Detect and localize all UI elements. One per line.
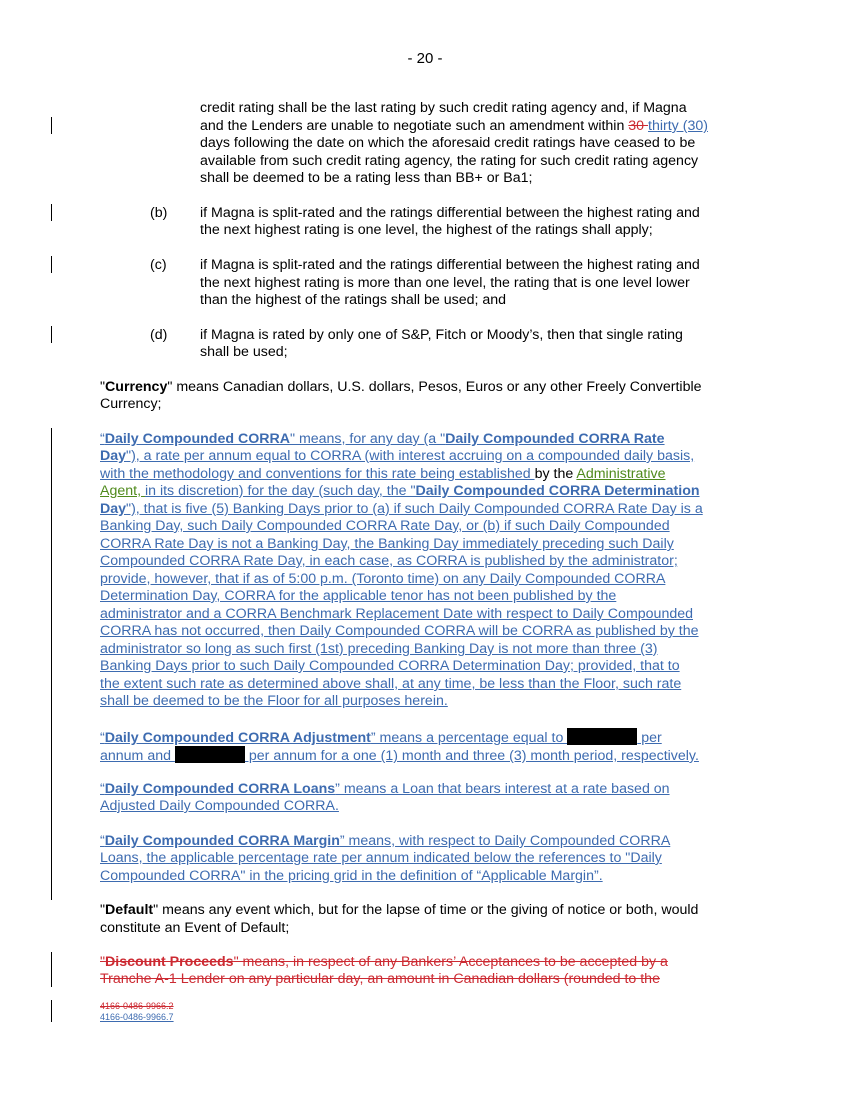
text-line: administrator and a CORRA Benchmark Replacement Date with respect to Daily Compounded (100, 606, 693, 622)
defined-term: Day (100, 501, 127, 517)
text-line: if Magna is split-rated and the ratings differential between the highest rating and (200, 257, 700, 273)
text-line: shall be deemed to be a rating less than BB+ or Ba1; (200, 170, 533, 186)
text-line: than the highest of the ratings shall be used; and (200, 292, 507, 308)
text-line: Currency; (100, 396, 162, 412)
moved-text: Administrative (576, 466, 666, 482)
text-line: Determination Day, CORRA for the applicable tenor has not been published by the (100, 588, 617, 604)
defined-term: Daily Compounded CORRA Margin (104, 833, 340, 849)
text-line: "Default" means any event which, but for the lapse of time or the giving of notice or both, would (100, 902, 699, 918)
defined-term: Daily Compounded CORRA Loans (104, 781, 336, 797)
defined-term: Daily Compounded CORRA Determination (415, 483, 700, 499)
text-line: annum and per annum for a one (1) month and three (3) month period, respectively. (100, 748, 699, 764)
list-label: (d) (150, 327, 168, 343)
text-line: CORRA Rate Day is not a Banking Day, the Banking Day immediately preceding such Daily (100, 536, 674, 552)
text-line: Compounded CORRA Rate Day, in each case, as CORRA is published by the administrator; (100, 553, 678, 569)
text-line: “Daily Compounded CORRA Loans” means a Loan that bears interest at a rate based on (100, 781, 670, 797)
text-line: Compounded CORRA" in the pricing grid in the definition of “Applicable Margin”. (100, 868, 603, 884)
text-line: "Discount Proceeds" means, in respect of any Bankers’ Acceptances to be accepted by a (100, 954, 668, 970)
text-line: "Currency" means Canadian dollars, U.S. dollars, Pesos, Euros or any other Freely Convertible (100, 379, 702, 395)
text-line: Banking Day, such Daily Compounded CORRA Rate Day, or (b) if such Daily Compounded (100, 518, 670, 534)
text-line: if Magna is split-rated and the ratings differential between the highest rating and (200, 205, 700, 221)
text-line: days following the date on which the aforesaid credit ratings have ceased to be (200, 135, 696, 151)
change-bar (51, 952, 52, 987)
page-number: - 20 - (407, 50, 443, 67)
redaction-box (175, 746, 245, 763)
change-bar (51, 256, 52, 273)
text-line: and the Lenders are unable to negotiate such an amendment within 30 thirty (30) (200, 118, 708, 134)
text-line: provide, however, that if as of 5:00 p.m. (Toronto time) on any Daily Compounded CORRA (100, 571, 666, 587)
footer-ref-deleted: 4166-0486-9966.2 (100, 1001, 174, 1011)
change-bar (51, 117, 52, 134)
text-line: Banking Days prior to such Daily Compounded CORRA Determination Day; provided, that to (100, 658, 680, 674)
defined-term: Day (100, 448, 127, 464)
text-line: the extent such rate as determined above shall, at any time, be less than the Floor, such rate (100, 676, 682, 692)
text-line: “Daily Compounded CORRA Margin” means, with respect to Daily Compounded CORRA (100, 833, 671, 849)
defined-term: Discount Proceeds (105, 954, 234, 970)
redaction-box (567, 728, 637, 745)
change-bar (51, 1000, 52, 1022)
change-bar (51, 326, 52, 343)
text-line: CORRA has not occurred, then Daily Compounded CORRA will be CORRA as published by the (100, 623, 699, 639)
text-line: “Daily Compounded CORRA Adjustment” means a percentage equal to per (100, 730, 662, 746)
text-line: administrator so long as such first (1st) preceding Banking Day is not more than three (3) (100, 641, 658, 657)
text-line: if Magna is rated by only one of S&P, Fitch or Moody’s, then that single rating (200, 327, 683, 343)
text-line: “Daily Compounded CORRA" means, for any day (a "Daily Compounded CORRA Rate (100, 431, 665, 447)
defined-term: Daily Compounded CORRA Adjustment (104, 730, 371, 746)
text-line: the next highest rating is more than one level, the rating that is one level lower (200, 275, 690, 291)
text-line: Tranche A-1 Lender on any particular day, an amount in Canadian dollars (rounded to the (100, 971, 660, 987)
inserted-text: thirty (30) (648, 118, 708, 134)
text-line: Loans, the applicable percentage rate per annum indicated below the references to "Daily (100, 850, 662, 866)
list-label: (c) (150, 257, 167, 273)
defined-term: Daily Compounded CORRA Rate (445, 431, 665, 447)
text-line: Adjusted Daily Compounded CORRA. (100, 798, 339, 814)
text-line: Day"), a rate per annum equal to CORRA (with interest accruing on a compounded daily basis, (100, 448, 695, 464)
text-line: shall be deemed to be the Floor for all purposes herein. (100, 693, 448, 709)
change-bar (51, 204, 52, 221)
text-line: Agent, in its discretion) for the day (such day, the "Daily Compounded CORRA Determination (100, 483, 700, 499)
change-bar (51, 428, 52, 900)
moved-text: Agent, (100, 483, 145, 499)
footer-ref-inserted: 4166-0486-9966.7 (100, 1012, 174, 1022)
text-line: the next highest rating is one level, the highest of the ratings shall apply; (200, 222, 653, 238)
list-label: (b) (150, 205, 168, 221)
text-line: available from such credit rating agency, the rating for such credit rating agency (200, 153, 699, 169)
defined-term: Currency (105, 379, 168, 395)
text-line: with the methodology and conventions for this rate being established by the Administrative (100, 466, 666, 482)
defined-term: Daily Compounded CORRA (104, 431, 290, 447)
text-line: credit rating shall be the last rating by such credit rating agency and, if Magna (200, 100, 687, 116)
text-line: Day"), that is five (5) Banking Days prior to (a) if such Daily Compounded CORRA Rate Day is a (100, 501, 703, 517)
text-line: shall be used; (200, 344, 288, 360)
defined-term: Default (105, 902, 154, 918)
text-line: constitute an Event of Default; (100, 920, 290, 936)
deleted-text: 30 (628, 118, 649, 134)
